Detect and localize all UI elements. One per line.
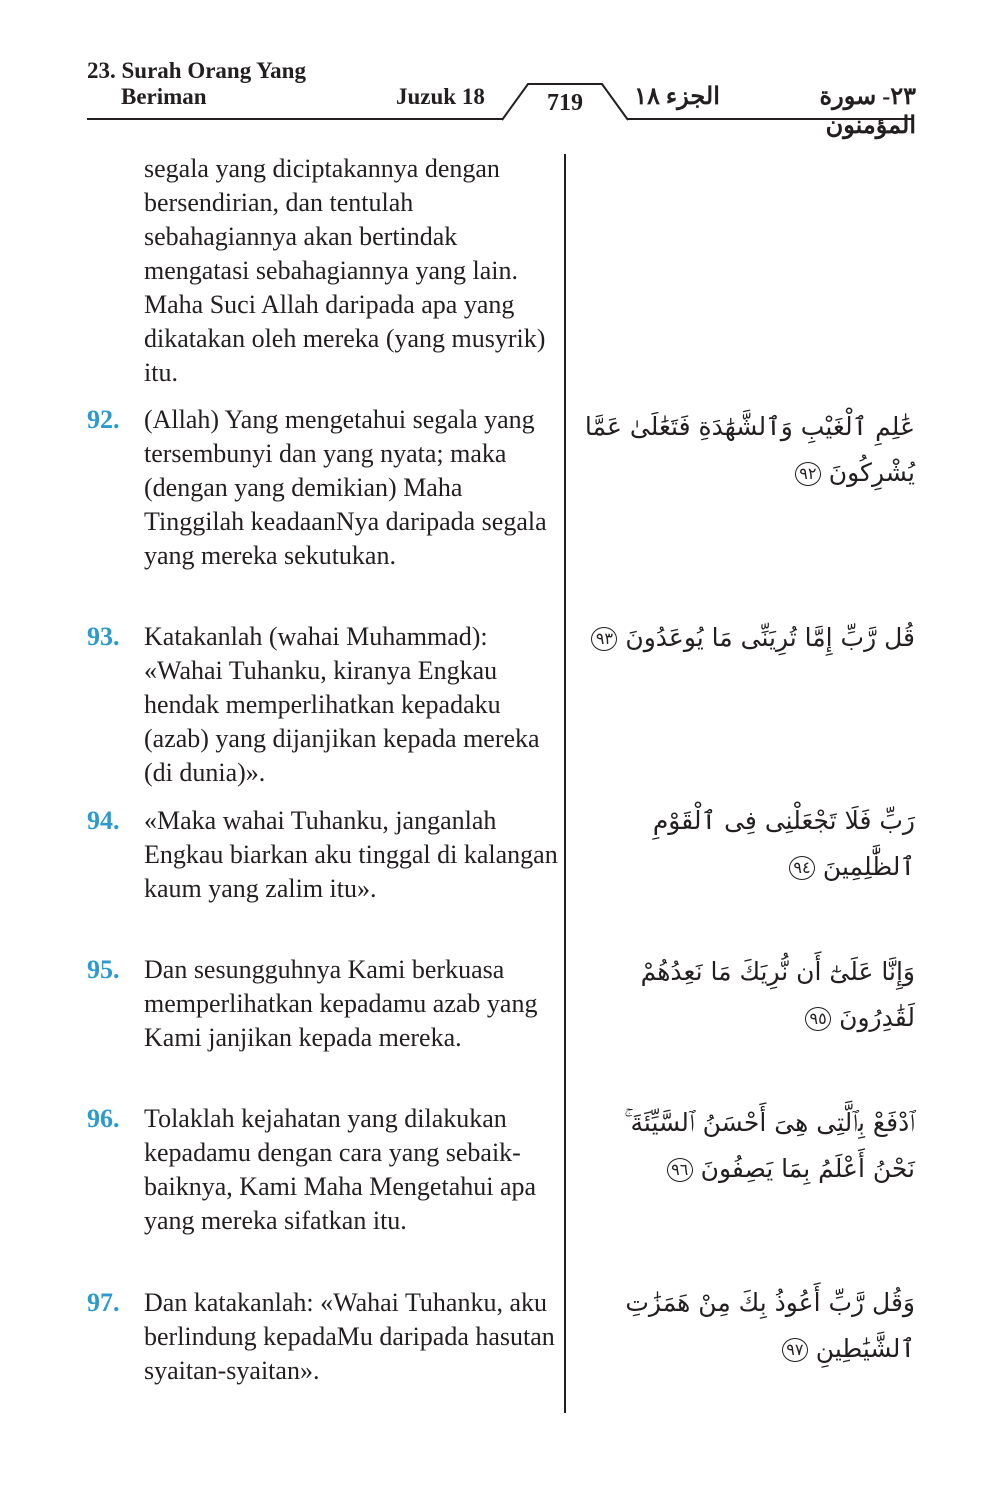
verse-number: 97. — [87, 1288, 120, 1317]
arabic-text: رَبِّ فَلَا تَجْعَلْنِى فِى ٱلْقَوْمِ ٱلظَّٰلِمِينَ — [652, 806, 915, 881]
surah-title-line2: Beriman — [121, 84, 207, 109]
verse-translation: Dan sesungguhnya Kami berkuasa memperlihatkan kepadamu azab yang Kami janjikan kepada mereka. — [144, 955, 538, 1052]
verse-translation: Tolaklah kejahatan yang dilakukan kepadamu dengan cara yang sebaik-baiknya, Kami Maha Mengetahui apa yang mereka sifatkan itu. — [144, 1104, 537, 1235]
verse-93-arabic — [580, 615, 915, 661]
surah-title-line1: 23. Surah Orang Yang — [87, 58, 306, 83]
ayah-marker: ٩٧ — [782, 1338, 808, 1362]
verse-number: 94. — [87, 806, 120, 835]
verse-92-arabic — [580, 404, 915, 496]
verse-number: 92. — [87, 405, 120, 434]
verse-translation: «Maka wahai Tuhanku, janganlah Engkau biarkan aku tinggal di kalangan kaum yang zalim itu». — [144, 806, 558, 903]
verse-translation: (Allah) Yang mengetahui segala yang tersembunyi dan yang nyata; maka (dengan yang demikian) Maha Tinggilah keadaanNya daripada segala yang mereka sekutukan. — [144, 405, 547, 570]
header-rule-left — [87, 118, 503, 120]
juz-arabic: الجزء ١٨ — [634, 84, 720, 110]
verse-97-arabic — [580, 1280, 915, 1372]
ayah-marker: ٩٥ — [805, 1007, 831, 1031]
juzuk-label: Juzuk 18 — [396, 84, 485, 109]
ayah-marker: ٩٦ — [667, 1158, 693, 1182]
ayah-marker: ٩٤ — [789, 856, 815, 880]
arabic-text: ٱدْفَعْ بِٱلَّتِى هِىَ أَحْسَنُ ٱلسَّيِّئَةَ ۚ نَحْنُ أَعْلَمُ بِمَا يَصِفُونَ — [624, 1108, 915, 1183]
verse-number: 96. — [87, 1104, 120, 1133]
arabic-text: قُل رَّبِّ إِمَّا تُرِيَنِّى مَا يُوعَدُونَ — [625, 623, 915, 652]
surah-title — [87, 58, 306, 110]
arabic-text: وَإِنَّا عَلَىٰٓ أَن نُّرِيَكَ مَا نَعِدُهُمْ لَقَٰدِرُونَ — [640, 957, 915, 1032]
verse-number: 93. — [87, 622, 120, 651]
page-number: 719 — [547, 90, 583, 116]
column-divider — [564, 154, 566, 1413]
verse-translation: Dan katakanlah: «Wahai Tuhanku, aku berlindung kepadaMu daripada hasutan syaitan-syaitan». — [144, 1288, 555, 1385]
ayah-marker: ٩٢ — [795, 462, 821, 486]
verse-number: 95. — [87, 955, 120, 984]
verse-94-arabic — [580, 798, 915, 890]
verse-96-arabic — [580, 1100, 915, 1192]
verse-translation: Katakanlah (wahai Muhammad): «Wahai Tuhanku, kiranya Engkau hendak memperlihatkan kepadaku (azab) yang dijanjikan kepada mereka (di dunia)». — [144, 622, 540, 787]
continuation-text: segala yang diciptakannya dengan bersendirian, dan tentulah sebahagiannya akan bertindak mengatasi sebahagiannya yang lain. Maha Suci Allah daripada apa yang dikatakan oleh mereka (yang musyrik) itu. — [144, 154, 546, 387]
surah-arabic: ٢٣- سورة المؤمنون — [819, 84, 916, 139]
arabic-text: وَقُل رَّبِّ أَعُوذُ بِكَ مِنْ هَمَزَٰتِ ٱلشَّيَٰطِينِ — [625, 1288, 915, 1363]
verse-95-arabic — [580, 949, 915, 1041]
arabic-text: عَٰلِمِ ٱلْغَيْبِ وَٱلشَّهَٰدَةِ فَتَعَٰلَىٰ عَمَّا يُشْرِكُونَ — [584, 412, 915, 487]
ayah-marker: ٩٣ — [591, 627, 617, 651]
